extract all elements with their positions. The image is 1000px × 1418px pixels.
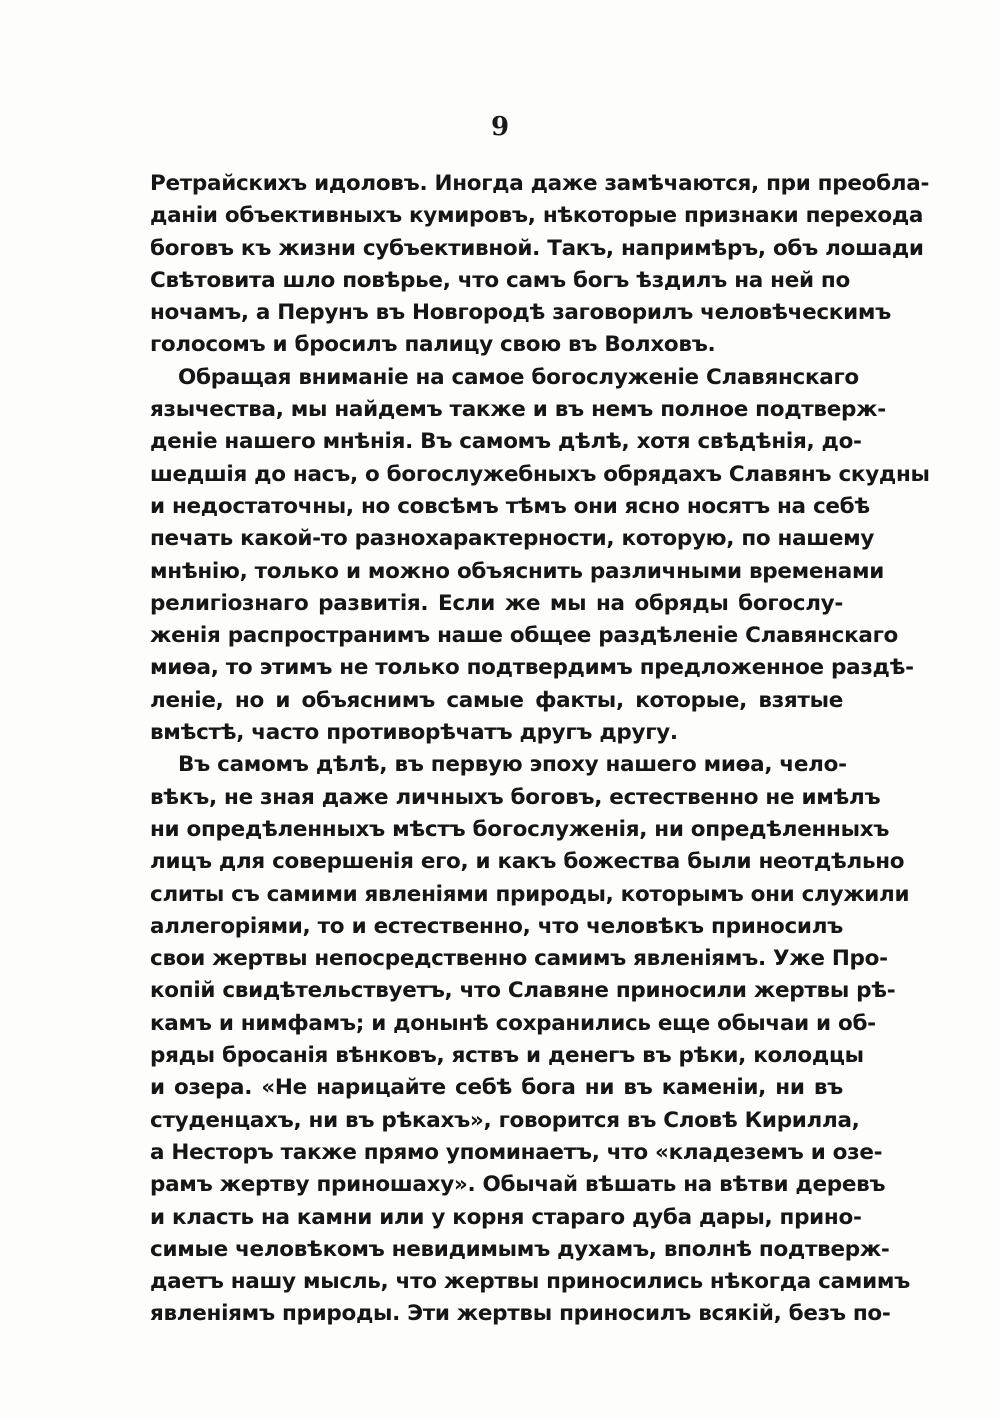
text-line: и озера. «Не нарицайте себѣ бога ни въ каменіи, ни въ [150,1075,843,1101]
text-line: Въ самомъ дѣлѣ, въ первую эпоху нашего миѳа, чело- [178,752,847,778]
text-line: рамъ жертву приношаху». Обычай вѣшать на вѣтви деревъ [150,1172,886,1198]
text-line: Свѣтовита шло повѣрье, что самъ богъ ѣздилъ на ней по [150,267,850,293]
text-line: свои жертвы непосредственно самимъ явленіямъ. Уже Про- [150,946,888,972]
text-line: Ретрайскихъ идоловъ. Иногда даже замѣчаются, при преобла- [150,171,930,196]
text-line: вмѣстѣ, часто противорѣчатъ другъ другу. [150,720,678,746]
text-line: и класть на камни или у корня стараго дуба дары, прино- [150,1204,862,1230]
body-text [150,168,930,1331]
paragraph [150,749,910,1330]
text-line: ряды бросанія вѣнковъ, яствъ и денегъ въ рѣки, колодцы [150,1043,864,1069]
text-line: миѳа, то этимъ не только подтвердимъ предложенное раздѣ- [150,655,914,681]
text-line: голосомъ и бросилъ палицу свою въ Волховъ. [150,332,716,358]
text-line: ночамъ, а Перунъ въ Новгородѣ заговорилъ человѣческимъ [150,300,891,326]
text-line: аллегоріями, то и естественно, что человѣкъ приносилъ [150,913,843,939]
paragraph [150,168,930,362]
text-line: и недостаточны, но совсѣмъ тѣмъ они ясно носятъ на себѣ [150,493,870,519]
paragraph [150,362,930,750]
text-line: симые человѣкомъ невидимымъ духамъ, вполнѣ подтверж- [150,1236,890,1262]
text-line: камъ и нимфамъ; и донынѣ сохранились еще обычаи и об- [150,1010,876,1036]
text-line: язычества, мы найдемъ также и въ немъ полное подтверж- [150,397,886,423]
text-line: леніе, но и объяснимъ самые факты, которые, взятые [150,687,843,713]
text-line: студенцахъ, ни въ рѣкахъ», говорится въ Словѣ Кирилла, [150,1107,860,1133]
text-line: а Несторъ также прямо упоминаетъ, что «кладеземъ и озе- [150,1139,883,1165]
text-line: лицъ для совершенія его, и какъ божества были неотдѣльно [150,849,905,875]
text-line: вѣкъ, не зная даже личныхъ боговъ, естественно не имѣлъ [150,784,881,810]
text-line: ни опредѣленныхъ мѣстъ богослуженія, ни опредѣленныхъ [150,816,890,842]
text-line: шедшія до насъ, о богослужебныхъ обрядахъ Славянъ скудны [150,461,930,487]
text-line: женія распространимъ наше общее раздѣленіе Славянскаго [150,623,898,649]
text-line: печать какой-то разнохарактерности, которую, по нашему [150,526,875,552]
text-line: мнѣнію, только и можно объяснить различными временами [150,558,885,584]
text-line: Обращая вниманіе на самое богослуженіе Славянскаго [178,364,859,390]
text-line: религіознаго развитія. Если же мы на обряды богослу- [150,590,843,616]
text-line: даетъ нашу мысль, что жертвы приносились нѣкогда самимъ [150,1269,910,1295]
text-line: явленіямъ природы. Эти жертвы приносилъ всякій, безъ по- [150,1301,891,1327]
text-line: даніи объективныхъ кумировъ, нѣкоторые признаки перехода [150,203,924,229]
text-line: копій свидѣтельствуетъ, что Славяне приносили жертвы рѣ- [150,978,896,1004]
text-line: деніе нашего мнѣнія. Въ самомъ дѣлѣ, хотя свѣдѣнія, до- [150,429,862,455]
text-line: слиты съ самими явленіями природы, которымъ они служили [150,881,910,907]
page-number: 9 [490,112,510,142]
text-line: боговъ къ жизни субъективной. Такъ, напримѣръ, объ лошади [150,235,924,261]
